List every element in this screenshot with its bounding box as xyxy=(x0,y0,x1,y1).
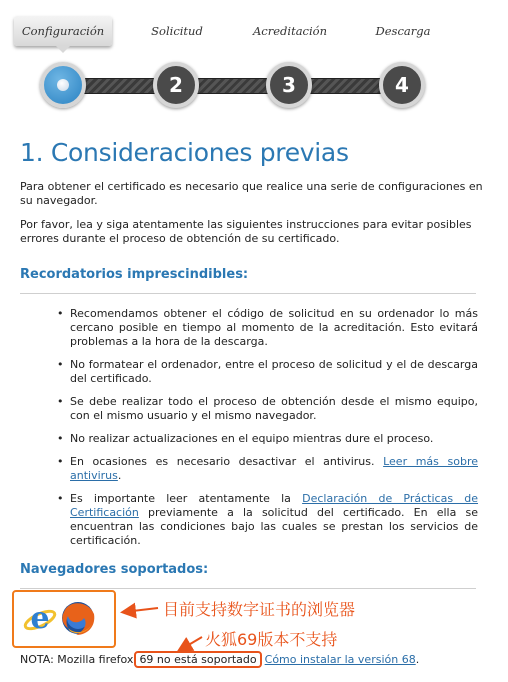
list-item: • Se debe realizar todo el proceso de obtención desde el mismo equipo, con el mismo usuario y el mismo navegador. xyxy=(70,395,478,423)
step-3-circle[interactable]: 3 xyxy=(266,62,312,108)
section-divider xyxy=(20,293,476,294)
list-item-text: . xyxy=(117,469,122,482)
browsers-heading: Navegadores soportados: xyxy=(20,562,209,577)
intro-paragraph-1: Para obtener el certificado es necesario que realice una serie de configuraciones en su navegador. xyxy=(20,180,483,207)
list-item xyxy=(70,455,478,483)
step-label-solicitud[interactable]: Solicitud xyxy=(151,24,203,38)
internet-explorer-icon[interactable] xyxy=(22,600,58,636)
section-divider xyxy=(20,588,476,589)
active-step-dot-icon xyxy=(57,79,69,91)
list-item: • Recomendamos obtener el código de solicitud en su ordenador lo más cercano posible en tiempo al momento de la acreditación. Esto evitará problemas a la hora de la descarga. xyxy=(70,307,478,349)
firefox-icon[interactable] xyxy=(58,598,98,638)
note-prefix: NOTA: Mozilla firefox xyxy=(20,653,134,666)
install-version-68-link[interactable]: Cómo instalar la versión 68 xyxy=(264,653,416,666)
step-1-circle[interactable] xyxy=(40,62,86,108)
stepper-track xyxy=(60,78,405,94)
declaracion-practicas-link[interactable]: Declaración de Prácticas de Certificación xyxy=(70,492,479,519)
list-item xyxy=(70,492,478,548)
firefox-note xyxy=(20,653,419,667)
note-highlight: 69 no está soportado xyxy=(134,651,261,668)
progress-stepper xyxy=(0,0,508,120)
reminders-list xyxy=(70,307,478,557)
reminders-heading: Recordatorios imprescindibles: xyxy=(20,267,249,282)
list-item-text: Es importante leer atentamente la xyxy=(70,492,303,505)
step-label-descarga[interactable]: Descarga xyxy=(375,24,431,38)
antivirus-link[interactable]: Leer más sobre antivirus xyxy=(70,455,478,482)
step-4-circle[interactable]: 4 xyxy=(379,62,425,108)
step-2-circle[interactable]: 2 xyxy=(153,62,199,108)
list-item-text: En ocasiones es necesario desactivar el antivirus. xyxy=(70,455,384,468)
page-title: 1. Consideraciones previas xyxy=(20,138,349,167)
svg-text:e: e xyxy=(30,601,50,636)
intro-paragraph-2: Por favor, lea y siga atentamente las siguientes instrucciones para evitar posibles errores durante el proceso de obtención de su certificado. xyxy=(20,218,472,245)
list-item: • No formatear el ordenador, entre el proceso de solicitud y el de descarga del certificado. xyxy=(70,358,478,386)
annotation-supported-browsers: 目前支持数字证书的浏览器 xyxy=(163,600,356,619)
note-suffix: . xyxy=(415,653,420,666)
step-label-configuracion[interactable]: Configuración xyxy=(14,16,112,46)
step-label-acreditacion[interactable]: Acreditación xyxy=(252,24,327,38)
annotation-firefox-not-supported: 火狐69版本不支持 xyxy=(205,630,338,649)
list-item-text: previamente a la solicitud del certificado. En ella se encuentran las condiciones bajo las cuales se prestan los servicios de certificación. xyxy=(70,506,478,547)
list-item: • No realizar actualizaciones en el equipo mientras dure el proceso. xyxy=(70,432,478,446)
